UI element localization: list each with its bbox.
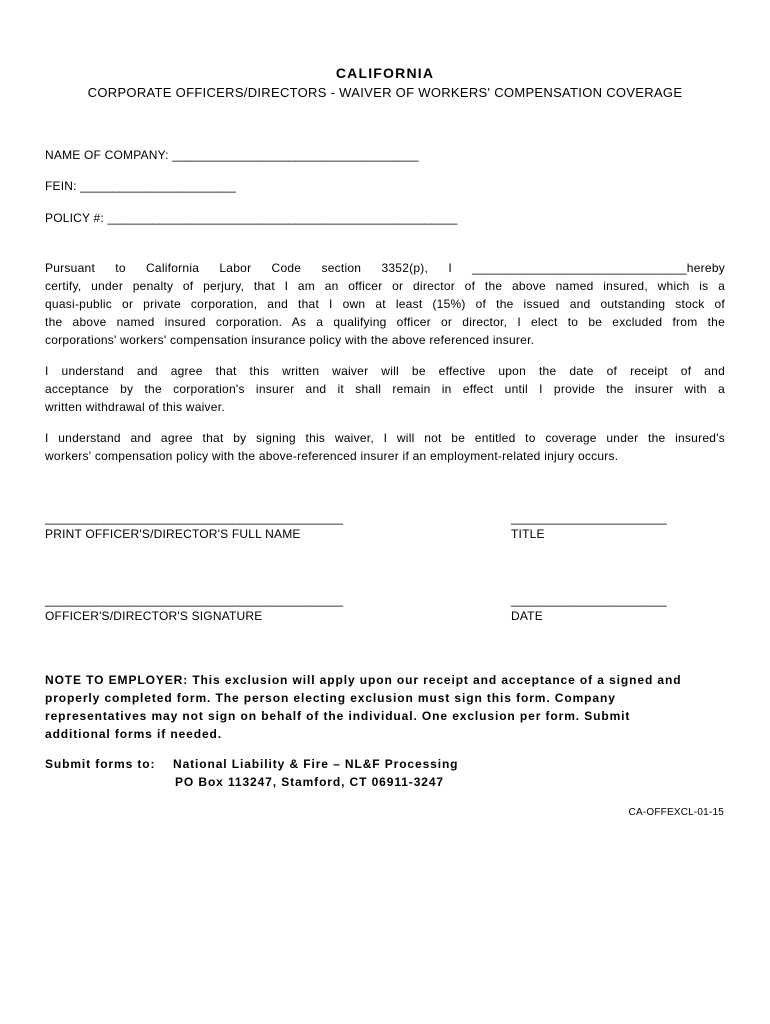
title-line[interactable]: ________________________ [511,511,667,525]
effective-date-line: acceptance by the corporation's insurer and it shall remain in effect until I provide the insurer with a [45,382,725,396]
policy-number-label: POLICY #: [45,211,104,225]
policy-number-blank[interactable]: ______________________________________________________ [107,211,458,225]
date-line[interactable]: ________________________ [511,593,667,607]
effective-date-line: I understand and agree that this written waiver will be effective upon the date of receipt of and [45,364,725,378]
date-label: DATE [511,609,543,623]
effective-date-paragraph [45,362,725,416]
fein-blank[interactable]: ________________________ [80,179,236,193]
state-title: CALIFORNIA [335,65,435,81]
certification-line: corporations' workers' compensation insurance policy with the above referenced insurer. [45,333,535,347]
company-name-field [45,148,418,162]
coverage-paragraph [45,429,725,465]
company-name-blank[interactable]: ______________________________________ [172,148,419,162]
fein-label: FEIN: [45,179,77,193]
full-name-line[interactable]: ______________________________________________ [45,511,343,525]
coverage-line: workers' compensation policy with the above-referenced insurer if an employment-related injury occurs. [45,449,619,463]
title-label: TITLE [511,527,545,541]
signature-label: OFFICER'S/DIRECTOR'S SIGNATURE [45,609,263,623]
note-line: additional forms if needed. [45,727,222,741]
certification-line: the above named insured corporation. As a qualifying officer or director, I elect to be excluded from the [45,315,725,329]
effective-date-line: written withdrawal of this waiver. [45,400,225,414]
coverage-line: I understand and agree that by signing this waiver, I will not be entitled to coverage under the insured's [45,431,725,445]
certification-line: Pursuant to California Labor Code section 3352(p), I _______________________________hereby [45,261,725,275]
note-to-employer [45,671,725,743]
note-line: NOTE TO EMPLOYER: This exclusion will apply upon our receipt and acceptance of a signed and [45,673,682,687]
submit-label: Submit forms to: [45,757,156,771]
submit-address-line1: National Liability & Fire – NL&F Processing [173,757,459,771]
full-name-label: PRINT OFFICER'S/DIRECTOR'S FULL NAME [45,527,301,541]
note-line: representatives may not sign on behalf of the individual. One exclusion per form. Submit [45,709,631,723]
certification-line: certify, under penalty of perjury, that I am an officer or director of the above named insured, which is a [45,279,725,293]
submit-address-line2: PO Box 113247, Stamford, CT 06911-3247 [175,775,444,789]
note-line: properly completed form. The person electing exclusion must sign this form. Company [45,691,616,705]
company-name-label: NAME OF COMPANY: [45,148,169,162]
fein-field [45,179,236,193]
certification-line: quasi-public or private corporation, and that I own at least (15%) of the issued and outstanding stock of [45,297,725,311]
certification-paragraph [45,259,725,349]
form-code: CA-OFFEXCL-01-15 [628,807,724,818]
policy-number-field [45,211,457,225]
form-title: CORPORATE OFFICERS/DIRECTORS - WAIVER OF WORKERS' COMPENSATION COVERAGE [87,85,683,100]
signature-line[interactable]: ______________________________________________ [45,593,343,607]
